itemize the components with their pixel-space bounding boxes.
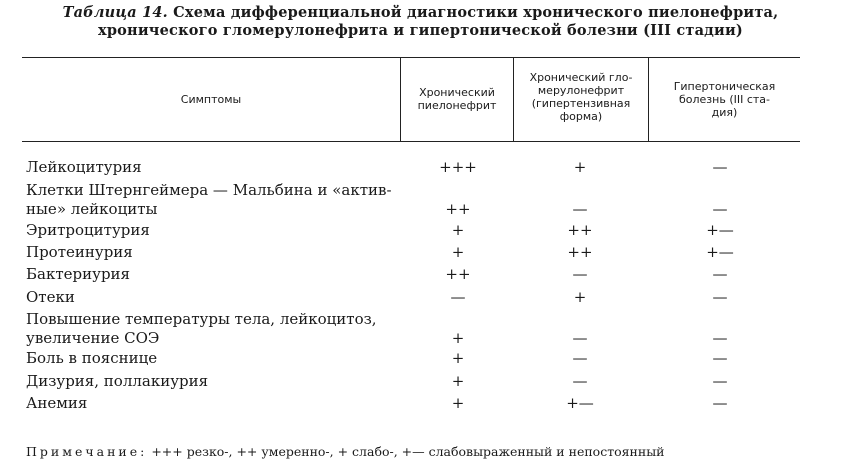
cell-glomerulonephritis: ++	[567, 243, 593, 261]
table-row-label: Повышение температуры тела, лейкоцитоз,	[26, 310, 377, 328]
cell-hypertension: —	[712, 394, 728, 412]
table-row-label-cont: увеличение СОЭ	[26, 329, 160, 347]
table-caption	[0, 4, 841, 40]
cell-pyelonephritis: +	[451, 243, 465, 261]
header-line: (гипертензивная	[531, 97, 631, 110]
table-row-label: Протеинурия	[26, 243, 133, 261]
cell-pyelonephritis: +	[451, 329, 465, 347]
cell-pyelonephritis: +	[451, 349, 465, 367]
cell-hypertension: —	[712, 349, 728, 367]
table-row-label: Эритроцитурия	[26, 221, 150, 239]
cell-pyelonephritis: —	[450, 288, 466, 306]
cell-hypertension: —	[712, 372, 728, 390]
table-row-label: Анемия	[26, 394, 88, 412]
table-row-label: Лейкоцитурия	[26, 158, 142, 176]
cell-glomerulonephritis: —	[572, 372, 588, 390]
header-line: Гипертоническая	[673, 80, 776, 93]
header-symptoms: Симптомы	[180, 93, 242, 106]
cell-hypertension: —	[712, 288, 728, 306]
header-line: форма)	[559, 110, 603, 123]
table-row-label: Бактериурия	[26, 265, 131, 283]
cell-glomerulonephritis: +—	[566, 394, 594, 412]
cell-hypertension: +—	[706, 221, 734, 239]
table-row-label: Отеки	[26, 288, 75, 306]
cell-glomerulonephritis: —	[572, 349, 588, 367]
header-chronic-pyelonephritis	[401, 86, 513, 112]
cell-hypertension: —	[712, 265, 728, 283]
caption-tag: Таблица 14.	[62, 4, 168, 21]
header-line: мерулонефрит	[537, 84, 625, 97]
cell-glomerulonephritis: —	[572, 200, 588, 218]
cell-pyelonephritis: +++	[439, 158, 477, 176]
header-chronic-glomerulonephritis	[514, 71, 648, 123]
cell-pyelonephritis: +	[451, 221, 465, 239]
cell-glomerulonephritis: —	[572, 329, 588, 347]
caption-title-2: хронического гломерулонефрита и гипертонической болезни (III стадии)	[97, 22, 743, 39]
cell-hypertension: —	[712, 329, 728, 347]
table-top-rule	[22, 57, 800, 58]
cell-glomerulonephritis: ++	[567, 221, 593, 239]
cell-hypertension: +—	[706, 243, 734, 261]
header-hypertensive-disease	[649, 80, 800, 119]
cell-pyelonephritis: ++	[445, 265, 471, 283]
cell-hypertension: —	[712, 200, 728, 218]
table-row-label: Клетки Штернгеймера — Мальбина и «актив-	[26, 181, 392, 199]
cell-pyelonephritis: +	[451, 394, 465, 412]
header-line: болезнь (III ста-	[678, 93, 771, 106]
caption-title-1: Схема дифференциальной диагностики хронического пиелонефрита,	[173, 4, 779, 21]
footnote-lead: Примечание:	[26, 444, 148, 459]
table-row-label: Дизурия, поллакиурия	[26, 372, 209, 390]
header-line: Хронический	[419, 86, 495, 99]
caption-line-1	[0, 4, 841, 22]
cell-hypertension: —	[712, 158, 728, 176]
cell-glomerulonephritis: +	[573, 158, 587, 176]
table-row-label-cont: ные» лейкоциты	[26, 200, 158, 218]
table-footnote	[26, 444, 664, 460]
header-line: Хронический гло-	[529, 71, 633, 84]
footnote-text: +++ резко-, ++ умеренно-, + слабо-, +— слабовыраженный и непостоянный	[151, 444, 665, 459]
cell-glomerulonephritis: —	[572, 265, 588, 283]
header-line: дия)	[711, 106, 738, 119]
header-line: пиелонефрит	[417, 99, 497, 112]
cell-pyelonephritis: +	[451, 372, 465, 390]
header-bottom-rule	[22, 141, 800, 142]
cell-pyelonephritis: ++	[445, 200, 471, 218]
table-row-label: Боль в пояснице	[26, 349, 158, 367]
cell-glomerulonephritis: +	[573, 288, 587, 306]
